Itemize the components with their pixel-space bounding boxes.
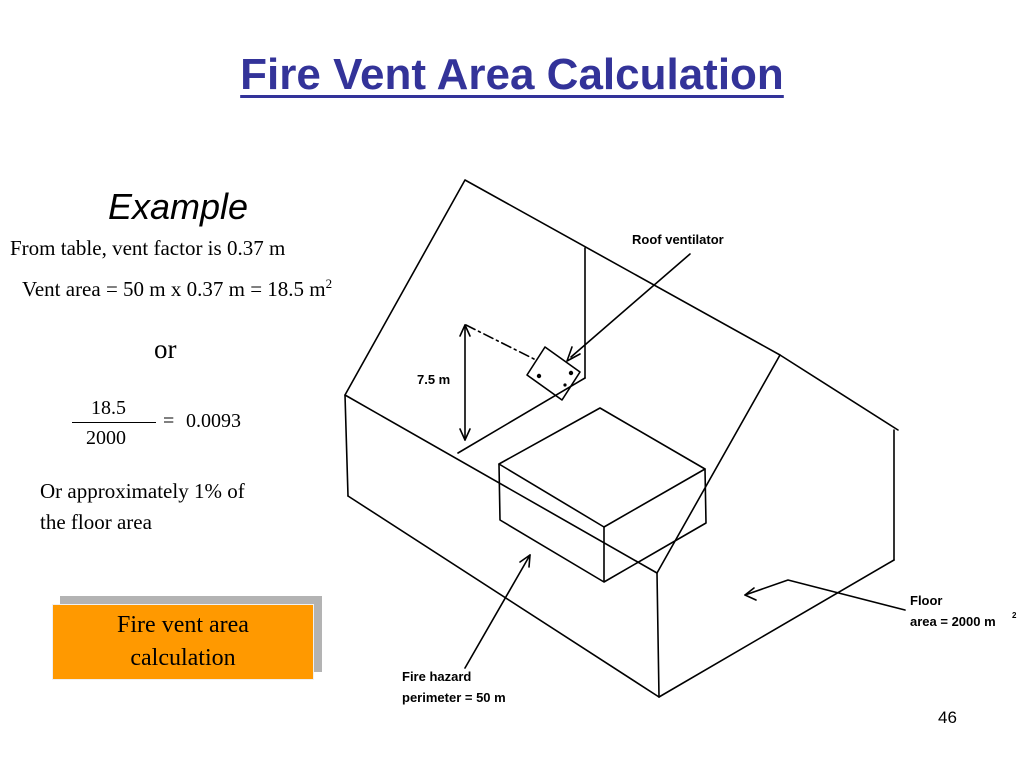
vent-area-unit-sup: 2 bbox=[325, 276, 333, 291]
fraction-result: 0.0093 bbox=[186, 410, 241, 432]
fraction-equals: = bbox=[163, 410, 175, 432]
page-number: 46 bbox=[938, 708, 957, 727]
front-corner-edge bbox=[657, 573, 659, 697]
button-label-line-1: Fire vent area bbox=[117, 612, 249, 638]
height-dashed-line bbox=[466, 325, 536, 360]
fraction-denominator: 2000 bbox=[86, 427, 126, 449]
perimeter-label: perimeter = 50 m bbox=[402, 690, 506, 705]
or-text: or bbox=[154, 334, 177, 364]
front-wall-bottom-edge bbox=[348, 496, 659, 697]
floor-area-sup: 2 bbox=[1012, 611, 1017, 620]
hazard-box-top bbox=[499, 408, 705, 527]
right-gable-line bbox=[780, 355, 898, 430]
fire-hazard-leader bbox=[465, 555, 530, 668]
floor-label: Floor bbox=[910, 593, 943, 608]
vent-factor-text: From table, vent factor is 0.37 m bbox=[10, 236, 286, 260]
fraction-numerator: 18.5 bbox=[91, 397, 126, 419]
approximation-line-1: Or approximately 1% of bbox=[40, 479, 245, 503]
ventilator-marks bbox=[537, 371, 573, 387]
button-label-line-2: calculation bbox=[130, 645, 236, 671]
height-label: 7.5 m bbox=[417, 372, 451, 387]
front-wall-left-edge bbox=[345, 395, 348, 496]
slide-title: Fire Vent Area Calculation bbox=[240, 50, 784, 99]
floor-leader bbox=[745, 580, 905, 610]
fire-hazard-label: Fire hazard bbox=[402, 669, 472, 684]
roof-ventilator-leader bbox=[571, 254, 690, 357]
roof-ventilator-label: Roof ventilator bbox=[632, 232, 724, 247]
vent-area-formula: Vent area = 50 m x 0.37 m = 18.5 m bbox=[22, 277, 326, 301]
example-heading: Example bbox=[108, 186, 249, 227]
right-wall-bottom-edge bbox=[659, 560, 894, 697]
back-wall-bottom-edge bbox=[458, 378, 585, 453]
approximation-line-2: the floor area bbox=[40, 510, 152, 534]
floor-area-label: area = 2000 m bbox=[910, 614, 996, 629]
floor-leader-arrow bbox=[745, 588, 756, 600]
